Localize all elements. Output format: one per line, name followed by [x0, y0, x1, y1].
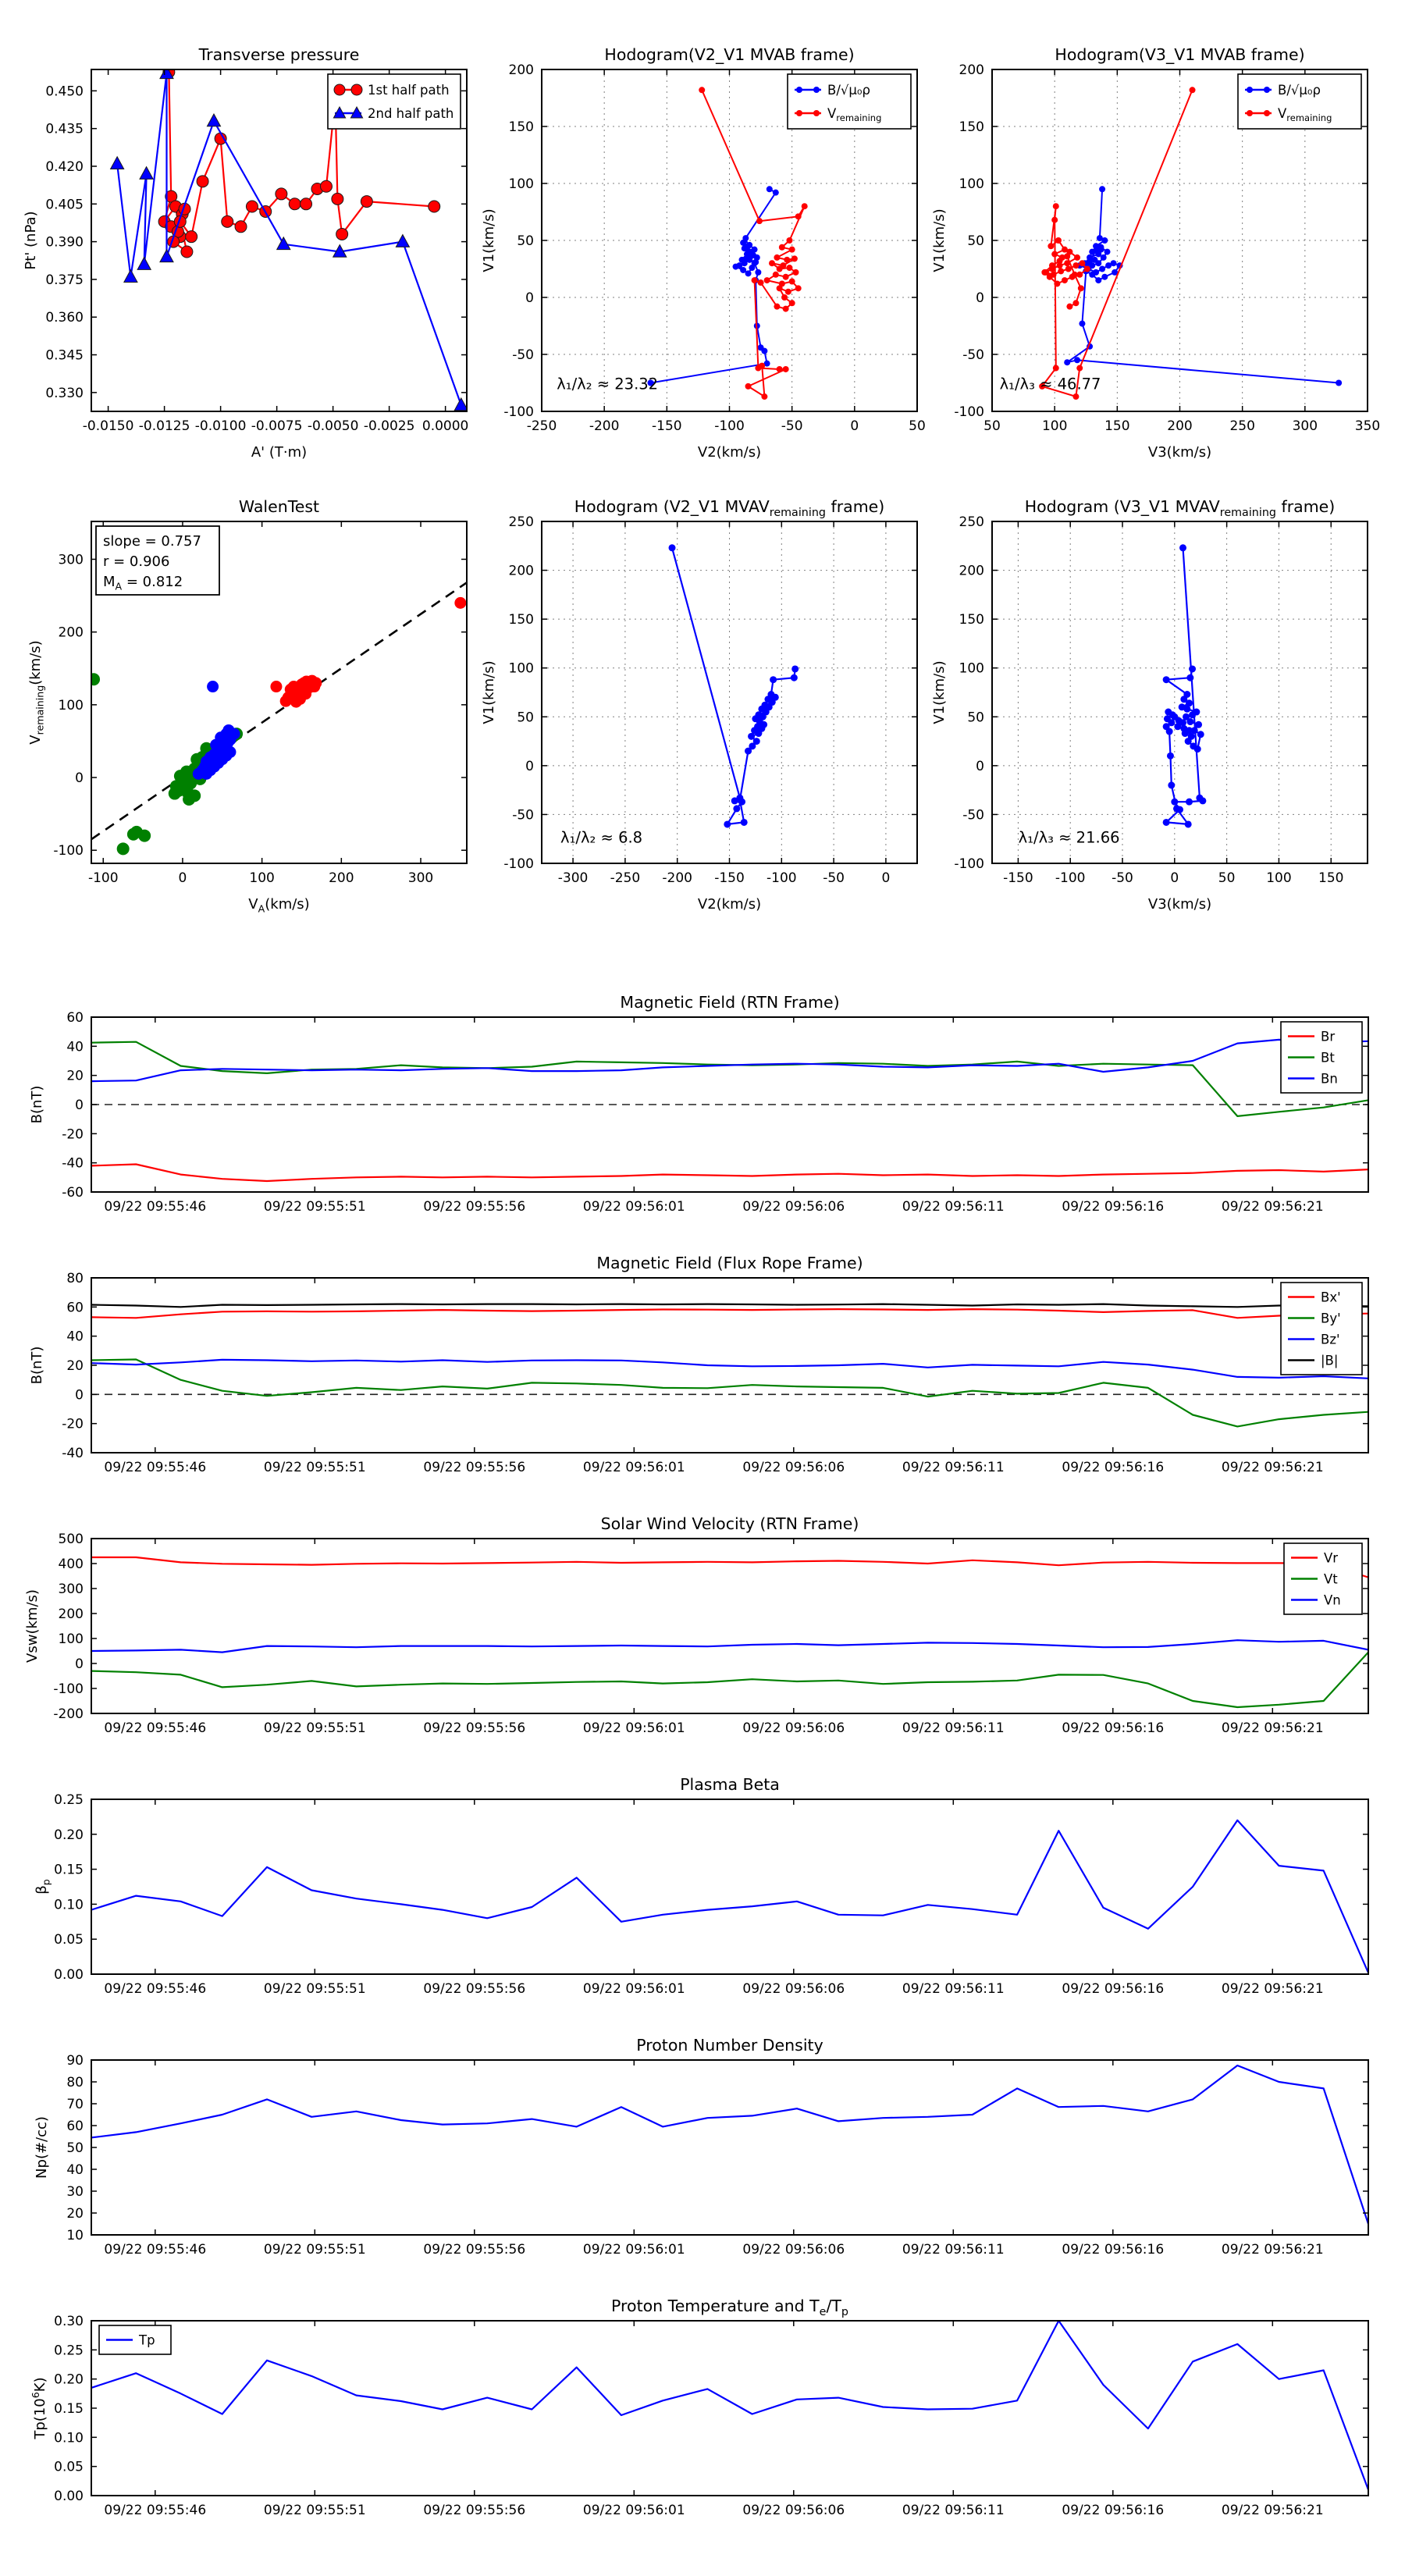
- x-tick-label: 0: [178, 870, 187, 886]
- ticks: [954, 514, 1368, 886]
- series-Tp: [91, 2321, 1368, 2490]
- legend: [1281, 1022, 1362, 1093]
- x-tick-label: -250: [526, 418, 557, 434]
- y-tick-label: 0.10: [54, 1897, 84, 1913]
- x-tick-label: 09/22 09:55:46: [104, 1720, 207, 1736]
- series-Vr: [91, 1557, 1368, 1578]
- y-tick-label: -100: [954, 856, 984, 872]
- y-axis-label: Pt' (nPa): [23, 211, 39, 270]
- y-tick-label: 0.10: [54, 2430, 84, 2446]
- ticks: [62, 1010, 1368, 1215]
- y-tick-label: 0: [525, 290, 534, 306]
- x-tick-label: 09/22 09:56:01: [582, 2503, 685, 2518]
- x-tick-label: 09/22 09:56:06: [742, 1720, 845, 1736]
- x-tick-label: 09/22 09:55:51: [263, 1981, 366, 1997]
- y-tick-label: 0: [75, 1656, 84, 1672]
- x-tick-label: 09/22 09:56:16: [1062, 1981, 1165, 1997]
- y-tick-label: 40: [66, 1039, 84, 1055]
- panel-title: Transverse pressure: [198, 45, 360, 64]
- x-tick-label: 09/22 09:56:11: [902, 1981, 1005, 1997]
- y-tick-label: 100: [508, 176, 534, 192]
- x-tick-label: 09/22 09:56:01: [582, 1199, 685, 1215]
- y-tick-label: 0: [75, 1098, 84, 1113]
- y-tick-label: 150: [508, 119, 534, 135]
- legend-label: |B|: [1321, 1353, 1339, 1368]
- x-tick-label: 300: [407, 870, 434, 886]
- panel-hodogram-v3v1-mvav: [931, 497, 1368, 913]
- y-tick-label: 0: [75, 770, 84, 787]
- series-B-alfven: [672, 548, 795, 824]
- plot-frame: [91, 2321, 1368, 2496]
- y-tick-label: 0.05: [54, 1932, 84, 1948]
- legend-label: $V_{remaining}$: [1278, 106, 1332, 123]
- y-tick-label: 0.05: [54, 2459, 84, 2475]
- panel-title: Proton Temperature and $T_e/T_p$: [611, 2297, 848, 2318]
- y-tick-label: 40: [66, 2162, 84, 2178]
- x-tick-label: -200: [662, 870, 692, 886]
- y-tick-label: 0.00: [54, 1967, 84, 1983]
- panel-title: Proton Number Density: [636, 2036, 823, 2055]
- y-tick-label: 150: [508, 612, 534, 628]
- x-tick-label: -150: [1003, 870, 1033, 886]
- panel-hodogram-v2v1-mvab: [481, 45, 926, 461]
- x-tick-label: -50: [781, 418, 803, 434]
- y-tick-label: 150: [959, 612, 984, 628]
- y-tick-label: 10: [66, 2228, 84, 2243]
- plot-frame: [91, 2060, 1368, 2235]
- panel-transverse-pressure: [23, 45, 468, 461]
- x-tick-label: 09/22 09:56:01: [582, 1981, 685, 1997]
- y-tick-label: 100: [508, 660, 534, 677]
- series-Vt: [91, 1653, 1368, 1707]
- x-tick-label: 09/22 09:56:16: [1062, 1720, 1165, 1736]
- y-tick-label: 200: [508, 563, 534, 579]
- y-tick-label: 80: [66, 1271, 84, 1286]
- y-tick-label: 0.390: [45, 234, 84, 251]
- legend-label: Bn: [1321, 1071, 1338, 1087]
- x-tick-label: -100: [714, 418, 745, 434]
- y-tick-label: 500: [58, 1532, 84, 1547]
- x-tick-label: 09/22 09:56:11: [902, 1460, 1005, 1475]
- y-tick-label: 70: [66, 2097, 84, 2112]
- x-tick-label: 09/22 09:55:51: [263, 2242, 366, 2258]
- y-tick-label: -20: [62, 1126, 84, 1143]
- legend: [788, 74, 911, 129]
- x-tick-label: 09/22 09:55:56: [423, 1981, 526, 1997]
- x-tick-label: 09/22 09:55:46: [104, 1199, 207, 1215]
- y-tick-label: 300: [58, 552, 84, 568]
- x-tick-label: 0: [1170, 870, 1179, 886]
- y-tick-label: 50: [66, 2140, 84, 2156]
- x-tick-label: 09/22 09:56:21: [1221, 2242, 1324, 2258]
- legend-label: Bz': [1321, 1332, 1340, 1347]
- legend-label: B/√μ₀ρ: [827, 83, 870, 98]
- x-tick-label: 100: [1041, 418, 1068, 434]
- y-tick-label: 0.15: [54, 1862, 84, 1878]
- x-tick-label: -150: [652, 418, 682, 434]
- x-tick-label: -50: [1112, 870, 1133, 886]
- x-tick-label: 09/22 09:56:06: [742, 2242, 845, 2258]
- y-tick-label: 50: [967, 710, 984, 726]
- legend: [99, 2325, 171, 2354]
- x-tick-label: 09/22 09:55:56: [423, 1720, 526, 1736]
- x-tick-label: 09/22 09:55:56: [423, 2503, 526, 2518]
- x-tick-label: -0.0025: [363, 418, 415, 434]
- legend-label: $V_{remaining}$: [827, 106, 882, 123]
- series-group: [91, 1557, 1368, 1707]
- y-axis-label: V1(km/s): [931, 208, 948, 272]
- y-tick-label: 20: [66, 1068, 84, 1084]
- y-tick-label: -20: [62, 1416, 84, 1432]
- legend-label: Tp: [139, 2332, 155, 2348]
- x-tick-label: -0.0150: [82, 418, 134, 434]
- x-axis-label: $V_A(km/s)$: [248, 896, 310, 915]
- panel-title: Hodogram (V3_V1 $MVAV_{remaining}$ frame): [1024, 497, 1336, 519]
- ticks: [54, 2314, 1368, 2518]
- panel-title: Magnetic Field (Flux Rope Frame): [596, 1254, 863, 1272]
- x-tick-label: -200: [589, 418, 620, 434]
- x-tick-label: -300: [557, 870, 589, 886]
- y-tick-label: 250: [959, 514, 984, 530]
- y-tick-label: 400: [58, 1557, 84, 1572]
- markers-B-alfven: [1163, 544, 1207, 827]
- annotation: λ₁/λ₂ ≈ 6.8: [560, 828, 643, 847]
- info-box: [96, 526, 219, 595]
- info-line: $M_A = 0.812$: [103, 574, 183, 592]
- series-group: [91, 1304, 1368, 1427]
- y-tick-label: 100: [58, 697, 84, 713]
- legend: [328, 74, 461, 129]
- y-axis-label: V1(km/s): [931, 660, 948, 724]
- y-tick-label: 20: [66, 2206, 84, 2222]
- x-tick-label: 200: [1167, 418, 1193, 434]
- y-tick-label: 0.360: [45, 310, 84, 326]
- series-group: [1039, 87, 1342, 400]
- series-Np: [91, 2065, 1368, 2224]
- y-tick-label: -100: [954, 404, 984, 420]
- x-tick-label: 0: [850, 418, 859, 434]
- x-tick-label: 200: [329, 870, 354, 886]
- x-axis-label: V3(km/s): [1147, 444, 1212, 461]
- y-tick-label: -50: [962, 347, 984, 363]
- y-tick-label: -100: [503, 404, 534, 420]
- x-tick-label: 09/22 09:55:46: [104, 1981, 207, 1997]
- y-tick-label: 0.330: [45, 385, 84, 401]
- series-Br: [91, 1165, 1368, 1182]
- series-Bz-prime: [91, 1360, 1368, 1379]
- y-tick-label: -50: [962, 807, 984, 824]
- panel-plasma-beta: [34, 1775, 1368, 1997]
- y-tick-label: 100: [959, 660, 984, 677]
- series-group: [91, 1040, 1368, 1181]
- panel-walen-test: [27, 497, 467, 914]
- series-group: [87, 582, 467, 855]
- x-tick-label: 09/22 09:56:21: [1221, 2503, 1324, 2518]
- legend: [1238, 74, 1361, 129]
- y-tick-label: 20: [66, 1358, 84, 1374]
- x-tick-label: -0.0100: [194, 418, 247, 434]
- y-tick-label: -100: [53, 1681, 84, 1697]
- x-tick-label: -0.0075: [251, 418, 303, 434]
- markers-B-alfven: [647, 186, 778, 386]
- series-group: [91, 1820, 1368, 1973]
- x-tick-label: -50: [823, 870, 845, 886]
- y-tick-label: 200: [58, 1606, 84, 1622]
- y-tick-label: 0: [75, 1387, 84, 1404]
- x-tick-label: 09/22 09:55:51: [263, 1460, 366, 1475]
- x-tick-label: 09/22 09:56:06: [742, 1981, 845, 1997]
- y-tick-label: 60: [66, 1010, 84, 1026]
- x-tick-label: 09/22 09:56:11: [902, 1199, 1005, 1215]
- legend-label: Br: [1321, 1029, 1336, 1044]
- y-tick-label: 30: [66, 2184, 84, 2200]
- annotation: λ₁/λ₃ ≈ 46.77: [999, 375, 1101, 393]
- y-axis-label: $Tp(10^6K)$: [30, 2377, 48, 2439]
- series-B-alfven: [1067, 189, 1339, 382]
- x-tick-label: 09/22 09:56:16: [1062, 2242, 1165, 2258]
- y-tick-label: 0.30: [54, 2314, 84, 2329]
- x-tick-label: 09/22 09:56:11: [902, 2242, 1005, 2258]
- series-walen-fit-line: [91, 582, 467, 839]
- x-tick-label: 09/22 09:56:21: [1221, 1981, 1324, 1997]
- y-tick-label: 0.450: [45, 84, 84, 100]
- markers-scatter-blue: [193, 681, 240, 780]
- plot-frame: [91, 1799, 1368, 1974]
- x-tick-label: 50: [1218, 870, 1236, 886]
- panel-title: Solar Wind Velocity (RTN Frame): [600, 1514, 859, 1533]
- x-tick-label: 09/22 09:56:01: [582, 1460, 685, 1475]
- x-tick-label: 150: [1318, 870, 1344, 886]
- legend-label: Bt: [1321, 1050, 1335, 1066]
- legend-label: 1st half path: [368, 83, 450, 98]
- y-tick-label: 200: [959, 563, 984, 579]
- markers-B-alfven: [1064, 186, 1342, 386]
- y-tick-label: 0.345: [45, 347, 84, 364]
- x-tick-label: 09/22 09:56:06: [742, 1460, 845, 1475]
- legend-label: 2nd half path: [368, 106, 454, 121]
- panel-title: WalenTest: [238, 497, 320, 516]
- x-tick-label: 09/22 09:56:06: [742, 1199, 845, 1215]
- annotation: λ₁/λ₃ ≈ 21.66: [1018, 828, 1120, 847]
- y-tick-label: -50: [512, 807, 534, 824]
- x-tick-label: 09/22 09:56:21: [1221, 1199, 1324, 1215]
- x-tick-label: -250: [610, 870, 641, 886]
- x-axis-label: V2(km/s): [697, 896, 762, 913]
- y-tick-label: 0.15: [54, 2401, 84, 2417]
- markers-V-remaining: [699, 87, 807, 400]
- series-group: [647, 87, 807, 400]
- y-tick-label: -100: [503, 856, 534, 872]
- legend: [1284, 1543, 1362, 1614]
- x-tick-label: 09/22 09:56:16: [1062, 1460, 1165, 1475]
- y-tick-label: 200: [508, 62, 534, 78]
- y-tick-label: 0.25: [54, 2343, 84, 2359]
- legend-label: Vr: [1324, 1550, 1339, 1566]
- x-tick-label: -0.0125: [138, 418, 190, 434]
- x-tick-label: 09/22 09:55:56: [423, 2242, 526, 2258]
- y-tick-label: 0.405: [45, 197, 84, 213]
- y-tick-label: 0.00: [54, 2489, 84, 2504]
- series-Bx-prime: [91, 1309, 1368, 1318]
- x-tick-label: 09/22 09:55:46: [104, 2242, 207, 2258]
- y-tick-label: 50: [517, 710, 534, 726]
- y-axis-label: V1(km/s): [481, 208, 497, 272]
- y-tick-label: 0.20: [54, 2371, 84, 2388]
- info-line: r = 0.906: [103, 553, 170, 570]
- x-tick-label: 50: [909, 418, 926, 434]
- y-tick-label: 0: [525, 758, 534, 774]
- y-tick-label: 80: [66, 2075, 84, 2090]
- info-line: slope = 0.757: [103, 533, 201, 550]
- x-tick-label: 09/22 09:56:01: [582, 2242, 685, 2258]
- x-tick-label: 09/22 09:56:01: [582, 1720, 685, 1736]
- series-B-magnitude: [91, 1304, 1368, 1308]
- legend: [1281, 1283, 1362, 1375]
- ticks: [62, 1271, 1368, 1475]
- y-axis-label: Vsw(km/s): [24, 1589, 41, 1663]
- x-tick-label: -100: [767, 870, 797, 886]
- y-axis-label: $V_{remaining}(km/s)$: [27, 640, 46, 745]
- y-tick-label: -100: [53, 843, 84, 859]
- series-group: [669, 544, 799, 827]
- y-tick-label: 60: [66, 2119, 84, 2134]
- x-tick-label: 50: [984, 418, 1001, 434]
- y-tick-label: -50: [512, 347, 534, 363]
- legend-label: Vt: [1324, 1571, 1338, 1587]
- y-tick-label: 250: [508, 514, 534, 530]
- y-tick-label: 50: [967, 233, 984, 249]
- panel-title: Hodogram (V2_V1 $MVAV_{remaining}$ frame): [574, 497, 885, 519]
- series-group: [91, 2065, 1368, 2224]
- y-tick-label: 0.420: [45, 158, 84, 175]
- y-tick-label: 100: [959, 176, 984, 192]
- x-tick-label: 09/22 09:56:21: [1221, 1460, 1324, 1475]
- x-tick-label: 09/22 09:55:56: [423, 1460, 526, 1475]
- y-tick-label: 200: [58, 624, 84, 641]
- y-tick-label: 60: [66, 1300, 84, 1316]
- x-tick-label: 09/22 09:56:16: [1062, 2503, 1165, 2518]
- y-axis-label: V1(km/s): [481, 660, 497, 724]
- panel-mag-rtn: [29, 993, 1368, 1215]
- x-tick-label: 150: [1104, 418, 1130, 434]
- x-tick-label: 09/22 09:55:51: [263, 1199, 366, 1215]
- x-tick-label: 09/22 09:55:56: [423, 1199, 526, 1215]
- x-tick-label: -150: [714, 870, 745, 886]
- markers-V-remaining: [1039, 87, 1195, 400]
- series-Vn: [91, 1640, 1368, 1652]
- x-tick-label: 09/22 09:56:16: [1062, 1199, 1165, 1215]
- panel-title: Hodogram(V2_V1 MVAB frame): [604, 45, 855, 64]
- panel-title: Plasma Beta: [680, 1775, 780, 1794]
- series-Bn: [91, 1040, 1368, 1081]
- x-tick-label: -0.0050: [307, 418, 359, 434]
- panel-title: Hodogram(V3_V1 MVAB frame): [1055, 45, 1305, 64]
- x-tick-label: 350: [1354, 418, 1381, 434]
- y-axis-label: Np(#/cc): [34, 2116, 50, 2179]
- y-tick-label: 0.25: [54, 1792, 84, 1808]
- x-tick-label: 09/22 09:56:11: [902, 1720, 1005, 1736]
- y-tick-label: 90: [66, 2053, 84, 2069]
- y-tick-label: -200: [53, 1706, 84, 1722]
- x-axis-label: V2(km/s): [697, 444, 762, 461]
- markers-B-alfven: [669, 544, 799, 827]
- x-tick-label: 09/22 09:56:11: [902, 2503, 1005, 2518]
- panel-proton-density: [34, 2036, 1368, 2258]
- x-tick-label: 09/22 09:55:51: [263, 1720, 366, 1736]
- x-tick-label: 100: [1266, 870, 1292, 886]
- y-tick-label: -40: [62, 1155, 84, 1172]
- y-tick-label: 0: [976, 290, 984, 306]
- legend-label: By': [1321, 1311, 1341, 1326]
- panel-proton-temperature: [30, 2297, 1368, 2518]
- y-tick-label: 0: [976, 758, 984, 774]
- markers-scatter-red: [270, 597, 466, 708]
- y-tick-label: 0.435: [45, 121, 84, 137]
- annotation: λ₁/λ₂ ≈ 23.32: [557, 375, 659, 393]
- x-axis-label: A' (T·m): [251, 444, 308, 461]
- series-group: [1163, 544, 1207, 827]
- panel-mag-fluxrope: [29, 1254, 1368, 1475]
- legend-label: Vn: [1324, 1592, 1341, 1608]
- x-tick-label: 09/22 09:56:06: [742, 2503, 845, 2518]
- panel-hodogram-v3v1-mvab: [931, 45, 1380, 461]
- y-axis-label: B(nT): [29, 1085, 45, 1124]
- y-tick-label: 0.375: [45, 272, 84, 288]
- panel-solar-wind-velocity: [24, 1514, 1368, 1736]
- y-tick-label: -40: [62, 1446, 84, 1461]
- legend-label: Bx': [1321, 1290, 1341, 1305]
- x-tick-label: 250: [1229, 418, 1255, 434]
- y-tick-label: 0.20: [54, 1827, 84, 1843]
- y-tick-label: 150: [959, 119, 984, 135]
- x-tick-label: 0.0000: [422, 418, 469, 434]
- series-group: [91, 2321, 1368, 2490]
- y-tick-label: 300: [58, 1582, 84, 1597]
- legend-label: B/√μ₀ρ: [1278, 83, 1321, 98]
- x-tick-label: 09/22 09:56:21: [1221, 1720, 1324, 1736]
- x-tick-label: 09/22 09:55:46: [104, 2503, 207, 2518]
- x-tick-label: 09/22 09:55:51: [263, 2503, 366, 2518]
- x-axis-label: V3(km/s): [1147, 896, 1212, 913]
- x-tick-label: 100: [249, 870, 275, 886]
- series-By-prime: [91, 1360, 1368, 1427]
- y-tick-label: 200: [959, 62, 984, 78]
- y-axis-label: B(nT): [29, 1346, 45, 1385]
- series-beta-p: [91, 1820, 1368, 1973]
- y-tick-label: 40: [66, 1329, 84, 1345]
- ticks: [54, 1792, 1368, 1997]
- x-tick-label: -100: [87, 870, 119, 886]
- y-tick-label: -60: [62, 1185, 84, 1201]
- panel-hodogram-v2v1-mvav: [481, 497, 917, 913]
- panel-title: Magnetic Field (RTN Frame): [620, 993, 840, 1012]
- y-tick-label: 50: [517, 233, 534, 249]
- x-tick-label: -100: [1055, 870, 1086, 886]
- x-tick-label: 09/22 09:55:46: [104, 1460, 207, 1475]
- ticks: [66, 2053, 1368, 2258]
- y-axis-label: $\beta_p$: [34, 1879, 52, 1895]
- x-tick-label: 0: [881, 870, 891, 886]
- x-tick-label: 300: [1292, 418, 1318, 434]
- y-tick-label: 100: [58, 1631, 84, 1647]
